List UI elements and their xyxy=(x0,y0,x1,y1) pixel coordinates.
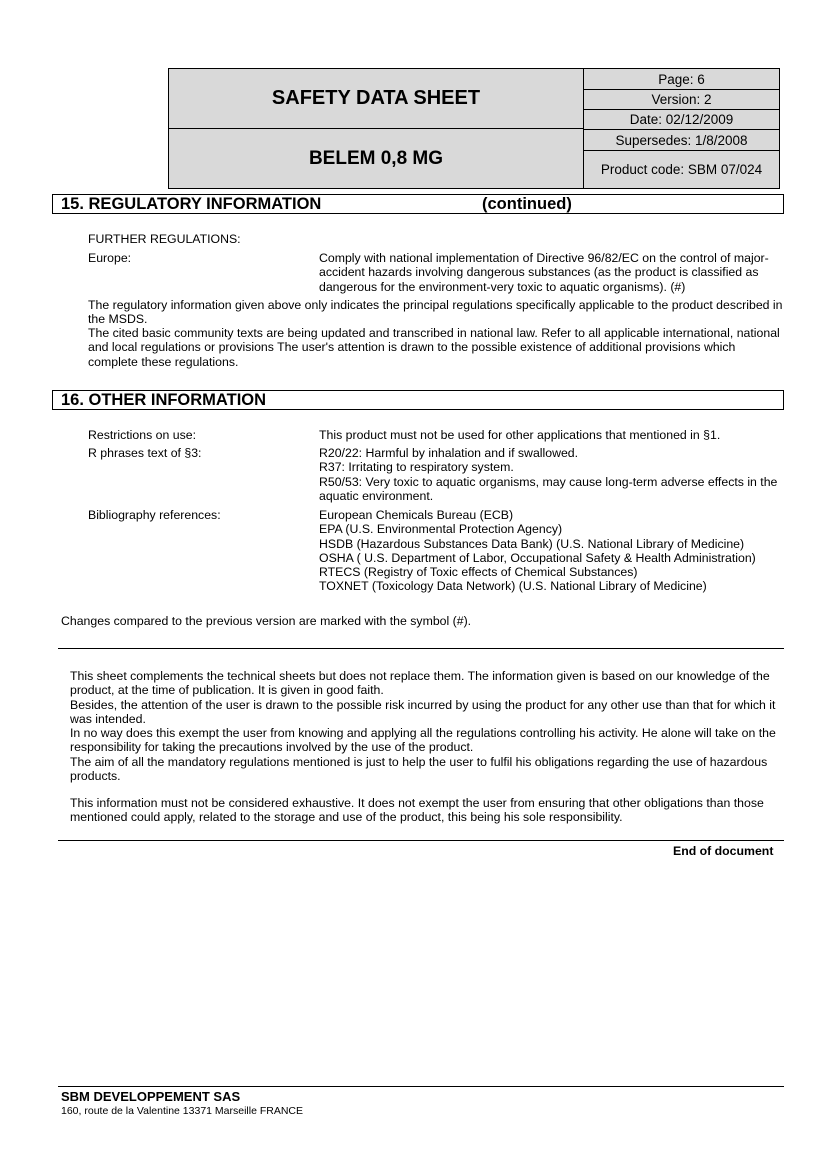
date: Date: 02/12/2009 xyxy=(584,110,779,130)
divider xyxy=(58,648,784,649)
restrictions-label: Restrictions on use: xyxy=(88,428,196,442)
section-15-title: 15. REGULATORY INFORMATION xyxy=(61,195,322,213)
bibliography-item: EPA (U.S. Environmental Protection Agency) xyxy=(319,522,563,537)
r-phrase-item: R37: Irritating to respiratory system. xyxy=(319,460,514,475)
disclaimer-paragraph: In no way does this exempt the user from knowing and applying all the regulations controlling his activity. He alone will take on the responsibility for taking the precautions involved by the use of the product. xyxy=(70,726,776,755)
bibliography-item: OSHA ( U.S. Department of Labor, Occupational Safety & Health Administration) xyxy=(319,550,756,565)
section-15-heading xyxy=(52,194,784,214)
section-16-title: 16. OTHER INFORMATION xyxy=(61,391,267,409)
exhaustive-note: This information must not be considered exhaustive. It does not exempt the user from ensuring that other obligations than those mentioned could apply, related to the storage and use of the product, this being his sole responsibility. xyxy=(70,796,764,825)
bibliography-list xyxy=(319,508,779,594)
disclaimer-paragraph: Besides, the attention of the user is drawn to the possible risk incurred by using the product for any other use than that for which it was intended. xyxy=(70,697,776,726)
bibliography-item: RTECS (Registry of Toxic effects of Chemical Substances) xyxy=(319,565,638,580)
section-16-heading xyxy=(52,390,784,410)
document-header xyxy=(168,68,780,189)
bibliography-item: HSDB (Hazardous Substances Data Bank) (U.S. National Library of Medicine) xyxy=(319,536,745,551)
regulatory-paragraph-1: The regulatory information given above only indicates the principal regulations specifically applicable to the product described in the MSDS. xyxy=(88,298,783,327)
footer-divider xyxy=(58,1086,784,1087)
page-number: Page: 6 xyxy=(584,69,779,90)
version: Version: 2 xyxy=(584,90,779,110)
disclaimer xyxy=(70,669,780,783)
further-regulations-label: FURTHER REGULATIONS: xyxy=(88,232,241,246)
continued-label: (continued) xyxy=(482,195,572,213)
changes-note: Changes compared to the previous version are marked with the symbol (#). xyxy=(61,614,472,628)
regulatory-paragraph-2: The cited basic community texts are being updated and transcribed in national law. Refer to all applicable international, national and local regulations or provisions The user's attention is drawn to the possible existence of additional provisions which complete these regulations. xyxy=(88,326,780,369)
r-phrases-list xyxy=(319,446,779,503)
document-title: SAFETY DATA SHEET xyxy=(169,69,584,129)
r-phrase-item: R20/22: Harmful by inhalation and if swallowed. xyxy=(319,446,579,460)
europe-label: Europe: xyxy=(88,251,132,265)
disclaimer-paragraph: This sheet complements the technical sheets but does not replace them. The information given is based on our knowledge of the product, at the time of publication. It is given in good faith. xyxy=(70,669,770,698)
disclaimer-paragraph: The aim of all the mandatory regulations mentioned is just to help the user to fulfil his obligations regarding the use of hazardous products. xyxy=(70,754,768,784)
footer-address: 160, route de la Valentine 13371 Marseille FRANCE xyxy=(61,1105,304,1117)
product-code: Product code: SBM 07/024 xyxy=(600,162,763,177)
product-name: BELEM 0,8 MG xyxy=(169,129,584,188)
bibliography-item: European Chemicals Bureau (ECB) xyxy=(319,508,514,522)
r-phrase-item: R50/53: Very toxic to aquatic organisms, may cause long-term adverse effects in the aquatic environment. xyxy=(319,474,778,503)
bibliography-label: Bibliography references: xyxy=(88,508,221,522)
divider xyxy=(58,840,784,841)
europe-value: Comply with national implementation of Directive 96/82/EC on the control of major-accident hazards involving dangerous substances (as the product is classified as dangerous for the environment-very toxic to aquatic organisms). (#) xyxy=(319,251,769,294)
bibliography-item: TOXNET (Toxicology Data Network) (U.S. National Library of Medicine) xyxy=(319,579,707,594)
restrictions-value: This product must not be used for other applications that mentioned in §1. xyxy=(319,428,721,442)
supersedes: Supersedes: 1/8/2008 xyxy=(584,130,779,151)
end-of-document: End of document xyxy=(673,844,774,858)
footer-company: SBM DEVELOPPEMENT SAS xyxy=(61,1089,241,1104)
r-phrases-label: R phrases text of §3: xyxy=(88,446,202,460)
